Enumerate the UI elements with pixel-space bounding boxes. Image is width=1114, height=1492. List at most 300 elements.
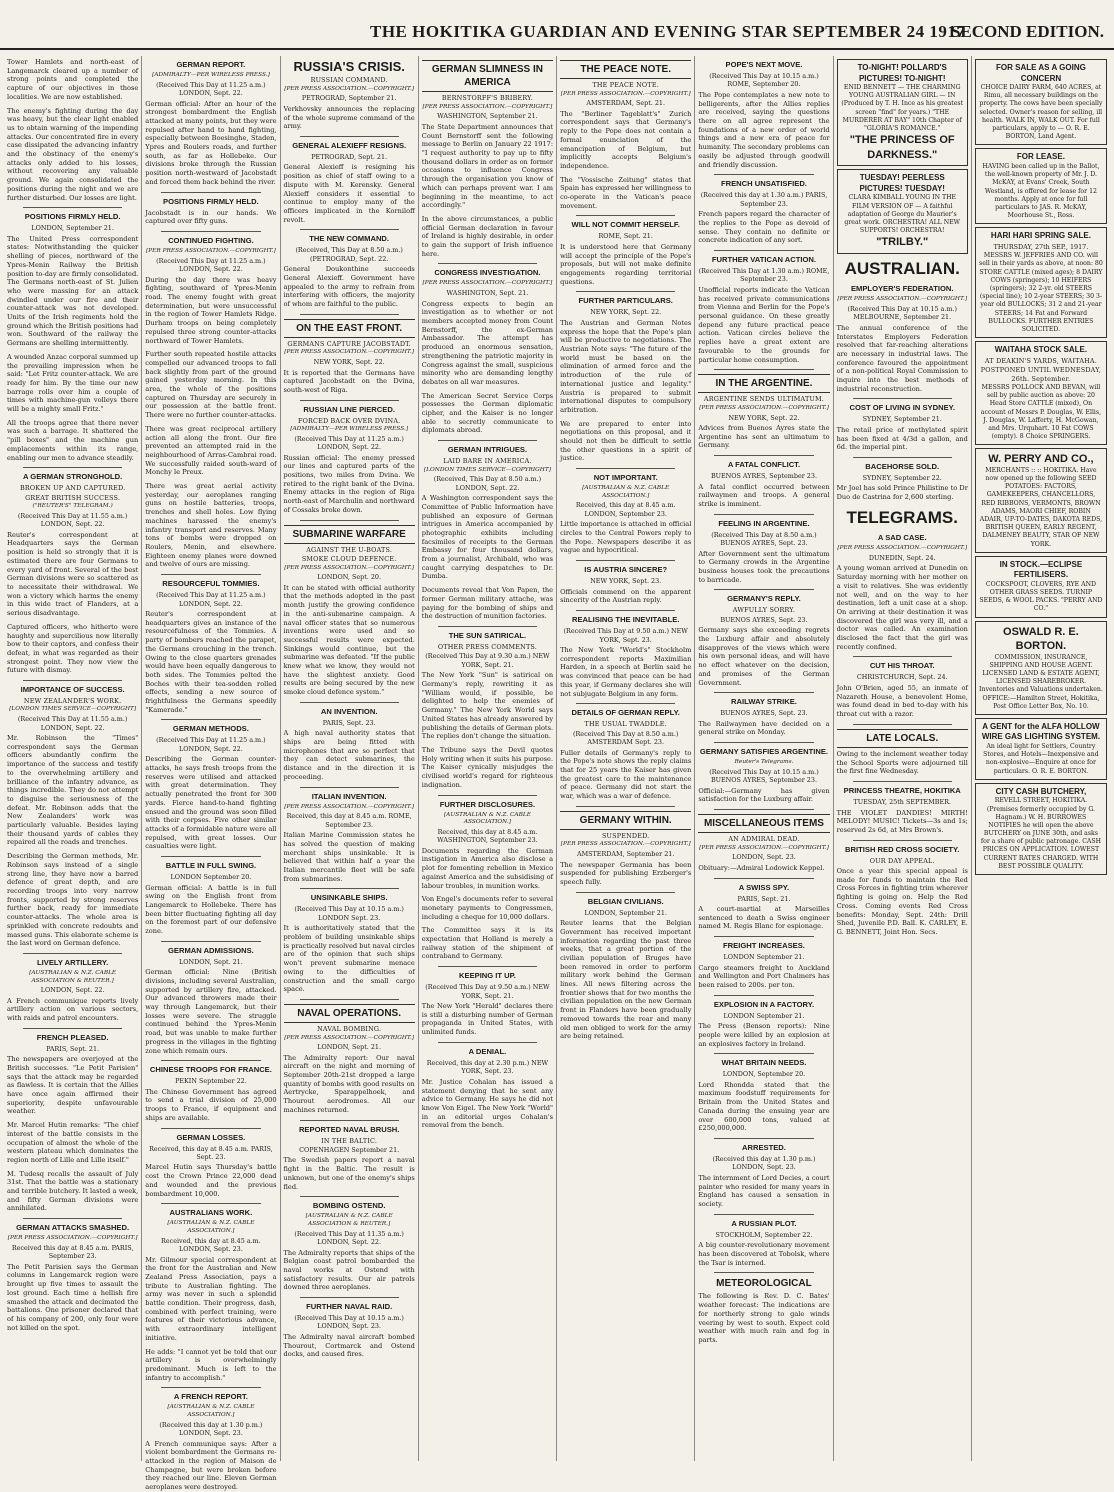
separator-rule — [161, 1128, 260, 1129]
article — [837, 786, 968, 835]
notice-subheading: AT DEAKIN'S YARDS, WAITAHA. — [984, 356, 1097, 365]
article — [284, 893, 415, 994]
article-body: A Washington correspondent says the Committee of Public Information have published an exposure of German intrigues in America accompanied by photographic exhibits including facsimiles of receipts to the German Embassy for four thousand dollars, from a journalist, Archibald, who was caught carrying despatches to Dr. Dumba. — [421, 494, 554, 581]
separator-rule — [300, 1297, 399, 1298]
article — [837, 462, 968, 502]
article-body: Jacobstadt is in our hands. We captured over fifty guns. — [145, 208, 277, 226]
separator-rule — [576, 291, 675, 292]
dateline: (Received This Day at 11.55 a.m.) LONDON, Sept. 22. — [17, 511, 128, 529]
article — [560, 420, 691, 464]
advert-text: CLARA KIMBALL YOUNG IN THE FILM VERSION OF — A faithful adaptation of George du Maurier's great work. ORCHESTRA! ALL NEW SUPPORTS! ORCHESTRA! — [844, 194, 961, 235]
wire-credit: [PER PRESS ASSOCIATION.—COPYRIGHT.] — [284, 1034, 415, 1041]
article — [698, 883, 829, 932]
separator-rule — [300, 999, 399, 1000]
column-5 — [557, 56, 695, 1461]
wire-credit: Reuter's Telegrams. — [734, 759, 794, 766]
article — [698, 1000, 829, 1049]
article-headline: LATE LOCALS. — [837, 729, 968, 748]
article-body: It is authoritatively stated that the problem of building unsinkable ships is practically resolved but naval circles are of the opinion that such ships won't prevent submarine menace owing to the difficulties of construction and the small cargo space. — [283, 924, 415, 994]
dateline: (Received This Day at 11.25 a.m.) LONDON, Sept. 22. — [294, 434, 404, 452]
theatre-advert — [837, 169, 968, 254]
article-body: Officials commend on the apparent sincerity of the Austrian reply. — [560, 587, 692, 605]
wire-credit: [LONDON TIMES SERVICE—COPYRIGHT] — [9, 706, 137, 713]
article-body: The "Berliner Tageblatt's" Zurich correspondent says that Germany's reply to the Pope does not contain a formal enunciation of the emancipation of Belgium, but implicitly accepts Belgium's independence. — [560, 109, 692, 170]
article-body: Mr. Gilmour special correspondent at the front for the Australian and New Zealand Press Association, pays a tribute to Australian fighting. The army was never in such a splendid battle condition. Their progress, dash, combined with perfect training, were features of their victorious advance, with extraordinary intelligent initiative. — [145, 1255, 277, 1342]
article-subheadline: OUR DAY APPEAL. — [869, 856, 935, 865]
separator-rule — [23, 1028, 122, 1029]
dateline: PETROGRAD, Sept. 21. — [311, 152, 388, 161]
article-body: The Tribune says the Devil quotes Holy writing when it suits his purpose. The Kaiser cynically misjudges the civilised world's regard for righteous indignation. — [421, 745, 554, 789]
separator-rule — [23, 1218, 122, 1219]
article — [698, 255, 829, 364]
article — [145, 1133, 276, 1199]
article-body: The retail price of methylated spirit has been fixed at 4/3d a gallon, and 6d. the imperial pint. — [836, 425, 968, 452]
article-headline: GENERAL ALEXIEFF RESIGNS. — [292, 140, 407, 150]
article-body: French papers regard the character of the replies to the Pope as devoid of sense. They contain no definite or concrete indication of any sort. — [698, 210, 830, 245]
dateline: LONDON, Sept. 23. — [732, 853, 796, 862]
article-body: The Railwaymen have decided on a general strike on Monday. — [698, 719, 830, 737]
notice-text: MESSRS POLLOCK AND BEVAN, will sell by public auction as above: 20 Head Store CATTLE (mixed), On account of Messrs P. Douglas, W. Ellis, J. Douglas, W. Lafferty, H. McGowan, and Mrs. Urquhart. 10 Fat COWS (empty). 8 Choice SPRINGERS. — [980, 384, 1102, 441]
article-body: Further south repeated hostile attacks compelled our advanced troops to fall back slightly from part of the ground gained yesterday morning. In this area, the whole of the positions captured on Thursday are securely in our possession at the battle front. There were no further counter-attacks. — [145, 350, 277, 420]
separator-rule — [714, 250, 813, 251]
columns-container — [4, 56, 1110, 1492]
separator-rule — [300, 1196, 399, 1197]
article-headline: LIVELY ARTILLERY. — [37, 957, 109, 967]
article — [145, 1348, 276, 1383]
wire-credit: [PER PRESS ASSOCIATION.—COPYRIGHT.] — [284, 85, 415, 92]
advert-feature-title: "TRILBY." — [876, 236, 929, 249]
separator-rule — [300, 229, 399, 230]
wire-credit: [PER PRESS ASSOCIATION.—COPYRIGHT.] — [837, 545, 968, 552]
separator-rule — [853, 457, 952, 458]
article — [698, 1277, 829, 1344]
article-headline: GERMANY SATISFIES ARGENTINE. — [699, 747, 829, 757]
article-headline: GERMAN REPORT. — [176, 60, 246, 69]
separator-rule — [161, 231, 260, 232]
article-body: Italian Marine Commission states he has solved the question of making merchant ships unsinkable. It is believed that within half a year the Italian mercantile fleet will be safe from submarines. — [283, 831, 415, 883]
separator-rule — [300, 520, 399, 521]
article-subheadline: ARGENTINE SENDS ULTIMATUM. — [703, 395, 825, 404]
article — [145, 1208, 276, 1342]
article-body: The Pope contemplates a new note to belligerents, after the Allies replies are received, saying the questions there on all agree represent the foundations of a new order of world things and a new era of peace for humanity. The secondary problems can easily be adjusted through goodwill and friendly discussion. — [698, 90, 830, 169]
article — [698, 1143, 829, 1209]
dateline: LONDON, September 20. — [722, 1070, 806, 1079]
article — [422, 392, 553, 436]
article — [422, 631, 553, 741]
article-body: A young woman arrived at Dunedin on Saturday morning with her mother on a visit to relatives. She was evidently not well, and on the way to her destination, left a unit case at a shop. On arriving at their destination it was discovered the girl was very ill, and a doctor was called. An examination disclosed the fact that the girl was recently confined. — [836, 564, 968, 651]
article-headline: CONGRESS INVESTIGATION. — [434, 268, 541, 278]
separator-rule — [714, 174, 813, 175]
article-headline: GERMAN LOSSES. — [176, 1132, 246, 1142]
article-body: After Government sent the ultimatum to Germany crowds in the Argentine business houses took the precautions to barricade. — [698, 549, 830, 584]
dateline: STOCKHOLM, September 22. — [715, 1230, 813, 1239]
section-heading: AUSTRALIAN. — [844, 258, 960, 278]
article-body: A big counter-revolutionary movement has been discovered at Tobolsk, where the Tsar is interned. — [698, 1241, 830, 1267]
article — [422, 926, 553, 961]
article-headline: GERMAN METHODS. — [172, 724, 249, 734]
separator-rule — [714, 1272, 813, 1273]
article-body: German official: A battle is in full swing on the English front from Langemarck to Hollebeke. There has been bitter fluctuating fighting all day on the foremost part of our defensive zone. — [145, 883, 277, 936]
dateline: Received, this day at 8.45 a.m. LONDON, September 23. — [575, 501, 676, 518]
dateline: Received, this day at 8.45 a.m. ROME, September 23. — [286, 812, 412, 829]
article — [837, 533, 968, 651]
dateline: WASHINGTON, September 21. — [437, 112, 538, 121]
dateline: DUNEDIN, Sept. 24. — [868, 553, 936, 562]
wire-credit: [PER PRESS ASSOCIATION.—COPYRIGHT.] — [284, 803, 415, 810]
article — [422, 60, 553, 210]
notice-heading: W. PERRY AND CO., — [988, 453, 1094, 466]
article-headline: MISCELLANEOUS ITEMS — [698, 814, 829, 833]
article-subheadline: NAVAL BOMBING. — [317, 1025, 382, 1034]
article-headline: A SAD CASE. — [877, 533, 927, 543]
article-body: The annual conference of the Interstates Employers Federation resolved that far-reaching alterations are necessary in industrial laws. The conference favoured the appointment of a non-political Royal Commission to inquire into the best methods of industrial reconstruction. — [836, 323, 968, 393]
article-body: Marcel Hutin says Thursday's battle cost the Crown Prince 22,000 dead and wounded and the previous bombardment 10,000. — [145, 1163, 277, 1198]
dateline: (Received This Day at 9.50 a.m.) NEW YORK, Sept. 21. — [425, 983, 550, 1000]
article-subheadline: NEW ZEALANDER'S WORK. — [23, 697, 122, 706]
article-body: The United Press correspondent states: Notwithstanding the quicker shelling of pieces, northward of the Ypres-Menin Railway the British position to-day are firmly consolidated. The Germans north-east of St. Julien who were massing for an attack dwindled under our fire and their counter-attack was not developed. Units of the Irish regiments hold the ground which the British positions had won. Southward of the railway the Germans are shelling intermittently. — [7, 234, 139, 348]
dateline: LONDON, Sept. 21. — [317, 1043, 382, 1052]
article-headline: RUSSIA'S CRISIS. — [293, 59, 405, 74]
article-body: A French communique reports lively artillery action on various sectors, with raids and patrol encounters. — [7, 996, 139, 1023]
article-headline: POSITIONS FIRMLY HELD. — [24, 212, 121, 222]
dateline: LONDON, Sept. 21. — [179, 957, 243, 966]
separator-rule — [161, 574, 260, 575]
article — [698, 814, 829, 872]
dateline: (Received this day at 1.30 p.m.) LONDON, Sept. 23. — [712, 1154, 816, 1172]
article-headline: BELGIAN CIVILIANS. — [587, 896, 664, 906]
article-body: The newspapers are overjoyed at the British successes. "Le Petit Parisien" says that the attack may be regarded as flawless. It is certain that the Allies have once again affirmed their superiority, despite unfavourable weather. — [7, 1055, 139, 1116]
article — [698, 594, 829, 687]
dateline: (Received This Day at 11.25 a.m.) LONDON, Sept. 22. — [156, 256, 266, 274]
dateline: ROME, Sept. 21. — [598, 232, 653, 241]
article — [7, 107, 138, 203]
dateline: LONDON September 21. — [723, 953, 805, 962]
article-headline: THE PEACE NOTE. — [560, 60, 691, 79]
column-2 — [142, 56, 280, 1492]
article-headline: GERMANY WITHIN. — [560, 811, 691, 830]
article-body: A fatal conflict occurred between railwaymen and troops. A general strike is imminent. — [698, 482, 830, 508]
article-subheadline: AGAINST THE U-BOATS. — [306, 545, 393, 554]
article-body: It can be stated with official authority that the methods adopted in the past month justify the growing confidence in the anti-submarine campaign. A naval officer states that so numerous inventions were used and so successful results were expected. Sinkings would continue, but the submarine was defeated. "If the public knew what we know, they would not have the slightest anxiety. Good results are being secured by the new smoke cloud defence system." — [283, 583, 415, 697]
article — [698, 374, 829, 450]
article-body: The Admiralty reports that ships of the Belgian coast patrol bombarded the naval works at Ostend with satisfactory results. Our air patrols downed three aeroplanes. — [283, 1248, 415, 1292]
notice-text: COCKSPOOT, CLOVERS, RYE AND OTHER GRASS SEEDS. TURNIP SEEDS, & WOOL PACKS. "PERRY AND CO." — [979, 580, 1103, 613]
article — [7, 1170, 138, 1214]
separator-rule — [576, 703, 675, 704]
separator-rule — [438, 626, 537, 627]
separator-rule — [23, 953, 122, 954]
notice-text: MERCHANTS :: :: HOKITIKA. Have now opened up the following SEED POTATOES: FACTORS, GAMEKEEPERS, CHANCELLORS, RED RIBBONS, VERMONTS, BROWN ADAMS, MAORI CHIEF, ROBIN ADAIR, UP-TO-DATES, DAKOTA REDS, BRITISH QUEEN, EARLY REGENT, DALMENEY BEAUTY, STAR OF NEW YORK. — [979, 466, 1103, 548]
article — [284, 319, 415, 395]
notice-text: CHOICE DAIRY FARM, 640 ACRES, at Rimu, all necessary buildings on the property. The cows have been specially selected. Owner's reason for selling, ill health. WALK IN, WALK OUT. For full particulars, apply to — O. R. E. BORTON, Land Agent. — [979, 84, 1103, 141]
article-body: M. Tudesq recalls the assault of July 31st. That the battle was a stationary and terrible butchery. It lasted a week, and fifty German divisions were annihilated. — [7, 1169, 139, 1213]
dateline: (Received this day at 1.30 a.m.) PARIS, September 23. — [700, 191, 828, 208]
dateline: LONDON, Sept. 22. — [40, 986, 105, 995]
separator-rule — [714, 1138, 813, 1139]
article — [7, 623, 138, 675]
article-body: THE VIOLET DANDIES! MIRTH! MELODY! MUSIC! Tickets—3s and 1s; reserved 2s 6d, at Mrs Brown's. — [836, 808, 968, 834]
wire-credit: [AUSTRALIAN & N.Z. CABLE ASSOCIATION.] — [167, 1404, 255, 1418]
advert-text: ENID BENNETT — THE CHARMING YOUNG AUSTRALIAN GIRL — IN (Produced by T. H. Ince as his greatest screen "find" for years.) "THE MURDERER AT BAY" 10th Chapter of "GLORIA'S ROMANCE." — [841, 84, 964, 133]
article — [422, 1047, 553, 1130]
article — [145, 724, 276, 851]
article-headline: WILL NOT COMMIT HERSELF. — [571, 220, 680, 230]
dateline: PETROGRAD, September 21. — [301, 94, 397, 103]
separator-rule — [161, 856, 260, 857]
dateline: Received, this day at 8.45 a.m. PARIS, Sept. 23. — [149, 1144, 273, 1162]
article-body: It is understood here that Germany will accept the principle of the Pope's proposals, but will not make definite engagements regarding territorial questions. — [560, 242, 692, 286]
edition-label: SECOND EDITION. — [950, 22, 1104, 41]
article — [145, 236, 276, 345]
notice-heading: A GENT for the ALFA HOLLOW WIRE GAS LIGHTING SYSTEM. — [981, 721, 1101, 742]
separator-rule — [438, 1042, 537, 1043]
article-body: General Doukonthine succeeds General Alexieff. Government have appealed to the army to refrain from interfering with officers, the majority of whom are faithful to the public. — [283, 265, 415, 309]
article — [837, 729, 968, 776]
article — [698, 1219, 829, 1268]
separator-rule — [853, 656, 952, 657]
article-headline: ARRESTED. — [742, 1142, 786, 1152]
article — [560, 897, 691, 1041]
classified-notice — [975, 148, 1107, 224]
classified-notice — [975, 341, 1107, 445]
article-headline: THE SUN SATIRICAL. — [448, 630, 527, 640]
dateline: WASHINGTON, Sept. 21. — [446, 289, 529, 298]
article — [560, 565, 691, 605]
separator-rule — [576, 892, 675, 893]
article-body: John O'Brien, aged 55, an inmate of Nazareth House, a benevolent Home, was found dead in bed to-day with his throat cut with a razor. — [836, 683, 968, 719]
separator-rule — [714, 369, 813, 370]
dateline: (Received This Day at 10.15 a.m.) LONDON, Sept. 23. — [294, 1314, 404, 1331]
dateline: PEKIN September 22. — [175, 1077, 247, 1086]
separator-rule — [576, 560, 675, 561]
article — [560, 615, 691, 698]
dateline: (Received this day at 1.30 p.m.) LONDON, Sept. 23. — [159, 1420, 263, 1438]
article — [284, 525, 415, 697]
article — [7, 1223, 138, 1332]
article — [7, 58, 138, 102]
article — [698, 519, 829, 585]
article-subheadline: AWFULLY SORRY. — [732, 606, 796, 615]
article-headline: A FRENCH REPORT. — [173, 1392, 248, 1402]
article — [145, 425, 276, 477]
classified-notice — [975, 59, 1107, 145]
dateline: Received, this day at 2.30 p.m.) NEW YORK, Sept. 23. — [426, 1058, 549, 1076]
notice-text: HAVING been called up in the Ballot, the well-known property of Mr. J. D. McKAY, at Evans' Creek, South Westland, is offered for lease for 12 months. Apply at once for full particulars to JAS. R. McKAY, Moorhouse St., Ross. — [982, 162, 1100, 220]
article-headline: A DENIAL. — [468, 1046, 507, 1056]
article — [698, 460, 829, 509]
article-headline: CUT HIS THROAT. — [869, 661, 935, 671]
article-headline: CONTINUED FIGHTING. — [168, 236, 254, 246]
article-headline: FRENCH UNSATISFIED. — [720, 179, 807, 189]
separator-rule — [714, 455, 813, 456]
notice-text: REVELL STREET, HOKITIKA. (Premises formerly occupied by G. Hagnam.) W. H. BURROWES NOTIFIES he will open the above BUTCHERY on JUNE 30th, and asks for a share of public patronage. CASH PRICES ON APPLICATION. LOWEST CURRENT RATES CHARGED. WITH BEST POSSIBLE QUALITY. — [980, 797, 1102, 870]
article — [698, 697, 829, 737]
article — [422, 268, 553, 386]
article — [560, 708, 691, 801]
article — [422, 800, 553, 891]
article-headline: NAVAL OPERATIONS. — [284, 1004, 415, 1023]
separator-rule — [23, 680, 122, 681]
section-heading: TELEGRAMS. — [846, 507, 958, 527]
article-headline: UNSINKABLE SHIPS. — [310, 893, 388, 903]
article — [145, 861, 276, 936]
article-body: German official: After an hour of the strongest bombardment the English attacked at many points, but they were repulsed after hand to hand fighting, especially between Boesinghe, Staden, Ypres and Roulers roads, and further south, as far as Hollebeke. Our divisions broke through the Russian position north-westward of Jacobstadt and forced them back behind the river. — [145, 99, 277, 186]
article — [422, 445, 553, 581]
dateline: BUENOS AYRES, Sept. 23. — [720, 615, 808, 624]
dateline: PARIS, Sept. 21. — [737, 894, 791, 903]
separator-rule — [438, 263, 537, 264]
article-subheadline: GREAT BRITISH SUCCESS. — [25, 493, 121, 502]
article-body: Official:—Germany has given satisfaction for the Luxburg affair. — [698, 786, 830, 804]
article-body: The Admiralty naval aircraft bombed Thourout, Cortmarck and Ostend docks, and caused fires. — [283, 1332, 415, 1359]
separator-rule — [161, 1203, 260, 1204]
article-body: Owing to the inclement weather today the School Sports were adjourned till the first fine Wednesday. — [836, 749, 968, 776]
article-subheadline: THE PEACE NOTE. — [592, 81, 659, 90]
article-body: Obituary:—Admiral Lodowick Keppel. — [698, 863, 825, 872]
article-body: German official: Nine (British divisions, including several Australian, supported by artillery fire, attacked. Our advanced throwers made their way through Langemarck, but their losses were severe. The struggle continued behind the Ypres-Menin road, but was unable to make further progress in the villages in the fighting zone which remain ours. — [145, 968, 277, 1055]
separator-rule — [438, 440, 537, 441]
article-headline: A GERMAN STRONGHOLD. — [22, 472, 123, 482]
article-headline: FURTHER DISCLOSURES. — [439, 799, 536, 809]
article-body: A wounded Anzac corporal summed up the prevailing impression when he said: "Let Fritz counter-attack. We are ready for him. By the time our new barrage rolls over him a couple of times with machine-gun volleys there will be a mighty small Fritz." — [7, 352, 139, 414]
classified-notice — [975, 448, 1107, 552]
dateline: (Received This Day at 11.25 a.m.) LONDON, Sept. 22. — [156, 591, 266, 608]
article-headline: POPE'S NEXT MOVE. — [725, 60, 803, 69]
article-subheadline: GERMANS CAPTURE JACOBSTADT. — [287, 339, 411, 348]
separator-rule — [714, 1053, 813, 1054]
article-body: The newspaper Germania has been suspended for publishing Erzberger's speech fully. — [560, 860, 692, 886]
separator-rule — [853, 840, 952, 841]
article — [7, 1121, 138, 1165]
article-body: The "Vossische Zeitung" states that Spain has expressed her willingness to co-operate in the Vatican's peace movement. — [560, 175, 692, 210]
article — [560, 176, 691, 211]
article-body: Captured officers, who hitherto were haughty and supercilious now literally bow to their captors, and confess their defeat, in what was regarded as their strongest point. They now view the future with dismay. — [7, 622, 139, 675]
classified-notice — [975, 621, 1107, 715]
article — [284, 60, 415, 131]
article-headline: IS AUSTRIA SINCERE? — [584, 565, 668, 575]
article-body: The New York "Herald" declares there is still a disturbing number of German propaganda in United States, with unlimited funds. — [421, 1002, 554, 1037]
article-headline: RESOURCEFUL TOMMIES. — [162, 579, 260, 589]
article-headline: ON THE EAST FRONT. — [284, 319, 415, 338]
article-headline: ITALIAN INVENTION. — [311, 791, 387, 801]
article — [284, 405, 415, 515]
wire-credit: [PER PRESS ASSOCIATION.—COPYRIGHT.] — [837, 296, 968, 303]
article-body: Unofficial reports indicate the Vatican has received private communications from Vienna and Berlin for the Pope's personal guidance. On these greatly depend any future practical peace action. Vatican circles believe the replies have a great extent are favourable to the grounds for particular home consumption. — [698, 285, 830, 364]
article-body: The State Department announces that Count Bernstorff sent the following message to Berlin on January 22 1917: "I request authority to pay up to fifty thousand dollars in order as on former occasions to influence Congress through the organisation you know of which can perhaps prevent war. I am beginning in the meantime, to act accordingly." — [421, 122, 554, 210]
article — [145, 482, 276, 569]
article-body: There was great reciprocal artillery action all along the front. Our fire prevented an attempted raid in the neighbourhood of Arras-Cambrai road. We successfully raided south-ward of Monchy le Preux. — [145, 424, 277, 477]
notice-text: COMMISSION, INSURANCE, SHIPPING AND HOUSE AGENT. LICENSED LAND & ESTATE AGENT, LICENSED SHAREBROKER. Inventories and Valuations undertaken. OFFICE:—Hamilton Street, Hokitika, Post Office Letter Box, No. 10. — [979, 653, 1103, 710]
separator-rule — [714, 936, 813, 937]
article-headline: FRENCH PLEASED. — [36, 1032, 109, 1042]
article-body: Mr. Robinson the "Times" correspondent says the German officers abundantly confirm the importance of the success and testify to the overwhelming artillery and brilliance of the infantry advance, as things incredible. They do not attempt to disguise the seriousness of the defeat. Mr. Robinson adds that the New Zealanders' work was particularly valuable. Besides laying their thousand yards of cables they repaired all the roads and trenches. — [7, 734, 139, 847]
advert-heading: TO-NIGHT! POLLARD'S PICTURES! TO-NIGHT! — [857, 63, 947, 83]
wire-credit: [AUSTRALIAN & N.Z. CABLE ASSOCIATION & REUTER.] — [305, 1213, 393, 1227]
article-headline: METEOROLOGICAL — [716, 1278, 812, 1290]
separator-rule — [300, 400, 399, 401]
separator-rule — [161, 192, 260, 193]
article — [284, 792, 415, 884]
wire-credit: [PER PRESS ASSOCIATION.—COPYRIGHT.] — [560, 90, 691, 97]
article — [284, 707, 415, 782]
article-headline: NOT IMPORTANT. — [593, 473, 658, 483]
article — [7, 1033, 138, 1116]
separator-rule — [714, 995, 813, 996]
article-subheadline: RUSSIAN COMMAND. — [310, 76, 388, 85]
article-body: Reuter's correspondent at headquarters gives an instance of the resourcefulness of the Tommies. A party of bombers reached the parapet, the Germans crouching in the trench. Owing to the close quarters grenades would have been equally dangerous to both sides. The Tommies pelted the Boches with their tea-sodden rolled effects, sending a new source of frightfulness the Germans speedily "Kamerade." — [145, 610, 277, 714]
article — [7, 852, 138, 948]
dateline: (Received This Day at 10.15 a.m.) BUENOS AYRES, September 23. — [709, 767, 819, 785]
article-headline: DETAILS OF GERMAN REPLY. — [571, 708, 680, 718]
article — [7, 419, 138, 463]
masthead — [0, 0, 1114, 50]
notice-subheading: POSTPONED UNTIL WEDNESDAY, 26th. September. — [980, 366, 1102, 383]
separator-rule — [300, 702, 399, 703]
article — [698, 179, 829, 245]
dateline: Received this day at 8.45 a.m. PARIS, September 23. — [11, 1243, 134, 1261]
article-headline: FURTHER VATICAN ACTION. — [711, 254, 816, 264]
article — [145, 350, 276, 420]
separator-rule — [853, 398, 952, 399]
article-headline: A SWISS SPY. — [738, 882, 790, 892]
notice-heading: OSWALD R. E. BORTON. — [1003, 625, 1079, 653]
separator-rule — [300, 314, 399, 315]
dateline: NEW YORK, Sept. 23. — [590, 577, 662, 586]
wire-credit: [PER PRESS ASSOCIATION.—COPYRIGHT.] — [284, 564, 415, 571]
article-subheadline: SUSPENDED. — [601, 831, 650, 840]
article-body: All the troops agree that there never was such a barrage. It shattered the "pill boxes" and the machine gun emplacements within its range, enabling our men to advance steadily. — [7, 418, 139, 462]
dateline: (Received, This Day at 8.50 a.m.) LONDON, Sept. 22. — [433, 475, 542, 492]
article-headline: EMPLOYER'S FEDERATION. — [850, 284, 954, 294]
wire-credit: [AUSTRALIAN & N.Z. CABLE ASSOCIATION.] — [582, 485, 670, 499]
dateline: PARIS, Sept. 21. — [46, 1044, 100, 1053]
article-body: General Alexieff is resigning his position as chief of staff owing to a dispute with M. Kerensky. General Alexieff considers it essential to continue to employ many of the officers implicated in the Korniloff revolt. — [283, 163, 415, 224]
article-body: It is reported that the Germans have captured Jacobstadt on the Dvina, south-west of Riga. — [283, 368, 415, 394]
dateline: LONDON, September 21. — [584, 908, 667, 917]
dateline: LONDON, Sept. 20. — [317, 573, 382, 582]
article — [837, 661, 968, 718]
notice-date: THURSDAY, 27th SEP., 1917. — [993, 242, 1089, 251]
article-headline: REALISING THE INEVITABLE. — [571, 615, 680, 625]
article — [7, 353, 138, 414]
article — [7, 958, 138, 1023]
column-8 — [972, 56, 1110, 1461]
article — [284, 1125, 415, 1192]
article — [837, 284, 968, 393]
dateline: (Received This Day at 11.55 a.m.) LONDON, Sept. 22. — [17, 715, 128, 732]
article-body: In the above circumstances, a public official German declaration in favour of Ireland is highly desirable, in order to gain the support of Irish influence here. — [421, 214, 554, 258]
column-4 — [419, 56, 557, 1461]
article-body: Mr Joel has sold Prince Philistine to Dr Duo de Castrina for 2,600 sterling. — [836, 484, 968, 502]
dateline: (Received This Day at 1.30 a.m.) ROME, September 23. — [698, 267, 830, 284]
article-subheadline: OTHER PRESS COMMENTS. — [437, 643, 537, 651]
wire-credit: [PER PRESS ASSOCIATION.—COPYRIGHT.] — [699, 844, 829, 851]
article — [837, 845, 968, 937]
wire-credit: [AUSTRALIAN & N.Z. CABLE ASSOCIATION & REUTER.] — [29, 969, 117, 984]
article-body: The enemy's fighting during the day was heavy, but the clear light enabled us to obtain warning of the impending attacks. Our concentrated fire in every case dissipated the advancing infantry and the obstinacy of the enemy's attacks only added to his losses, without recovering any valuable ground. We again consolidated the positions during the night and we are further disturbed. Our losses are light. — [7, 106, 139, 202]
article — [560, 473, 691, 555]
dateline: NEW YORK, Sept. 22. — [590, 308, 662, 317]
article — [560, 811, 691, 887]
wire-credit: [PER PRESS ASSOCIATION.—COPYRIGHT.] — [422, 103, 553, 110]
article — [837, 403, 968, 452]
article-body: Documents regarding the German instigation in America also disclose a plot for fomenting rebellion in Mexico against America and the subsidising of labour troubles, in munition works. — [421, 846, 554, 890]
article-body: Congress expects to begin an investigation as to whether or not members accepted money from Count Bernstorff, the ex-German Ambassador. The attempt has produced an enormous sensation, strengthening the patriotic majority in Congress against the small, suspicious minority who are demanding lengthy debates on all war measures. — [421, 299, 554, 386]
separator-rule — [714, 809, 813, 810]
article-body: Documents reveal that Von Papen, the former German military attache, was paying for the bombing of ships and the destruction of munition factories. — [421, 586, 554, 621]
dateline: AMSTERDAM, Sept. 21. — [586, 99, 666, 108]
wire-credit: [PER PRESS ASSOCIATION.—COPYRIGHT.] — [7, 1235, 138, 1242]
